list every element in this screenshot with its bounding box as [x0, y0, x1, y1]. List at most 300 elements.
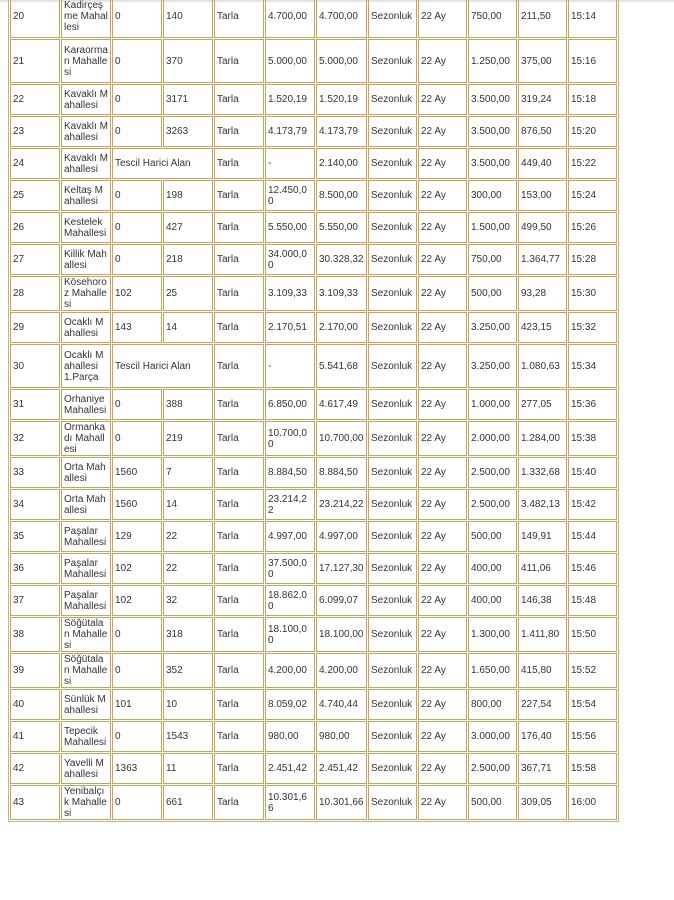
type-cell: Tarla [214, 212, 264, 243]
time-cell: 15:56 [568, 721, 617, 752]
neighbourhood-cell: Paşalar Mahallesi [61, 585, 111, 616]
table-row [10, 244, 617, 275]
type-cell: Tarla [214, 785, 264, 820]
lease-kind-cell: Sezonluk [368, 180, 417, 211]
neighbourhood-cell: Kadirçeşme Mahallesi [61, 0, 111, 38]
neighbourhood-cell: Paşalar Mahallesi [61, 553, 111, 584]
time-cell: 15:22 [568, 148, 617, 179]
block-cell: 101 [112, 689, 162, 720]
deposit-cell: 153,00 [518, 180, 567, 211]
type-cell: Tarla [214, 148, 264, 179]
deposit-cell: 277,05 [518, 389, 567, 420]
deposit-cell: 367,71 [518, 753, 567, 784]
block-cell: 0 [112, 212, 162, 243]
neighbourhood-cell: Tepecik Mahallesi [61, 721, 111, 752]
time-cell: 15:14 [568, 0, 617, 38]
row-number-cell: 28 [10, 276, 60, 311]
parcel-cell: 3171 [163, 84, 213, 115]
rented-area-cell: 2.451,42 [316, 753, 367, 784]
deposit-cell: 449,40 [518, 148, 567, 179]
time-cell: 15:16 [568, 39, 617, 83]
neighbourhood-cell: Kavaklı Mahallesi [61, 148, 111, 179]
type-cell: Tarla [214, 653, 264, 688]
duration-cell: 22 Ay [418, 148, 467, 179]
area-cell: 23.214,22 [265, 489, 315, 520]
estimated-price-cell: 500,00 [468, 276, 517, 311]
block-cell: 0 [112, 116, 162, 147]
duration-cell: 22 Ay [418, 212, 467, 243]
table-row [10, 39, 617, 83]
parcel-cell: 218 [163, 244, 213, 275]
rented-area-cell: 5.541,68 [316, 344, 367, 388]
parcel-cell: 7 [163, 457, 213, 488]
neighbourhood-cell: Ocaklı Mahallesi [61, 312, 111, 343]
lease-kind-cell: Sezonluk [368, 212, 417, 243]
rented-area-cell: 6.099,07 [316, 585, 367, 616]
row-number-cell: 36 [10, 553, 60, 584]
deposit-cell: 1.080,63 [518, 344, 567, 388]
block-cell: 0 [112, 389, 162, 420]
duration-cell: 22 Ay [418, 389, 467, 420]
block-cell: 102 [112, 553, 162, 584]
area-cell: 4.700,00 [265, 0, 315, 38]
neighbourhood-cell: Söğütalan Mahallesi [61, 653, 111, 688]
lease-kind-cell: Sezonluk [368, 312, 417, 343]
row-number-cell: 38 [10, 617, 60, 652]
type-cell: Tarla [214, 689, 264, 720]
parcel-cell: 661 [163, 785, 213, 820]
estimated-price-cell: 3.250,00 [468, 344, 517, 388]
deposit-cell: 176,40 [518, 721, 567, 752]
block-cell: 0 [112, 84, 162, 115]
duration-cell: 22 Ay [418, 312, 467, 343]
deposit-cell: 876,50 [518, 116, 567, 147]
neighbourhood-cell: Yenibalçık Mahallesi [61, 785, 111, 820]
deposit-cell: 423,15 [518, 312, 567, 343]
time-cell: 15:58 [568, 753, 617, 784]
duration-cell: 22 Ay [418, 344, 467, 388]
neighbourhood-cell: Karaorman Mahallesi [61, 39, 111, 83]
time-cell: 15:32 [568, 312, 617, 343]
estimated-price-cell: 1.500,00 [468, 212, 517, 243]
estimated-price-cell: 2.000,00 [468, 421, 517, 456]
row-number-cell: 34 [10, 489, 60, 520]
deposit-cell: 415,80 [518, 653, 567, 688]
estimated-price-cell: 2.500,00 [468, 489, 517, 520]
rented-area-cell: 4.200,00 [316, 653, 367, 688]
area-cell: 3.109,33 [265, 276, 315, 311]
type-cell: Tarla [214, 0, 264, 38]
rented-area-cell: 1.520,19 [316, 84, 367, 115]
table-row [10, 276, 617, 311]
estimated-price-cell: 500,00 [468, 521, 517, 552]
type-cell: Tarla [214, 244, 264, 275]
row-number-cell: 25 [10, 180, 60, 211]
type-cell: Tarla [214, 753, 264, 784]
block-cell: 0 [112, 421, 162, 456]
time-cell: 15:48 [568, 585, 617, 616]
area-cell: 10.700,00 [265, 421, 315, 456]
table-row [10, 585, 617, 616]
table-row [10, 689, 617, 720]
neighbourhood-cell: Kavaklı Mahallesi [61, 84, 111, 115]
row-number-cell: 41 [10, 721, 60, 752]
time-cell: 15:52 [568, 653, 617, 688]
area-cell: 18.100,00 [265, 617, 315, 652]
duration-cell: 22 Ay [418, 553, 467, 584]
table-row [10, 180, 617, 211]
deposit-cell: 319,24 [518, 84, 567, 115]
duration-cell: 22 Ay [418, 84, 467, 115]
area-cell: 10.301,66 [265, 785, 315, 820]
rented-area-cell: 5.000,00 [316, 39, 367, 83]
estimated-price-cell: 3.000,00 [468, 721, 517, 752]
table-row [10, 457, 617, 488]
duration-cell: 22 Ay [418, 276, 467, 311]
rented-area-cell: 8.884,50 [316, 457, 367, 488]
rented-area-cell: 2.170,00 [316, 312, 367, 343]
area-cell: 6.850,00 [265, 389, 315, 420]
duration-cell: 22 Ay [418, 653, 467, 688]
row-number-cell: 26 [10, 212, 60, 243]
estimated-price-cell: 1.300,00 [468, 617, 517, 652]
lease-kind-cell: Sezonluk [368, 389, 417, 420]
row-number-cell: 24 [10, 148, 60, 179]
lease-kind-cell: Sezonluk [368, 721, 417, 752]
lease-kind-cell: Sezonluk [368, 244, 417, 275]
table-row [10, 521, 617, 552]
estimated-price-cell: 750,00 [468, 0, 517, 38]
duration-cell: 22 Ay [418, 785, 467, 820]
type-cell: Tarla [214, 84, 264, 115]
block-cell: 1560 [112, 457, 162, 488]
estimated-price-cell: 400,00 [468, 585, 517, 616]
type-cell: Tarla [214, 553, 264, 584]
lease-kind-cell: Sezonluk [368, 617, 417, 652]
block-cell: 0 [112, 39, 162, 83]
parcel-cell: 22 [163, 553, 213, 584]
rented-area-cell: 17.127,30 [316, 553, 367, 584]
time-cell: 15:24 [568, 180, 617, 211]
parcel-cell: 370 [163, 39, 213, 83]
table-body [10, 0, 617, 820]
type-cell: Tarla [214, 116, 264, 147]
lease-kind-cell: Sezonluk [368, 421, 417, 456]
table-row [10, 753, 617, 784]
time-cell: 16:00 [568, 785, 617, 820]
rented-area-cell: 8.500,00 [316, 180, 367, 211]
lease-kind-cell: Sezonluk [368, 689, 417, 720]
rented-area-cell: 4.173,79 [316, 116, 367, 147]
block-cell: 1363 [112, 753, 162, 784]
block-cell: 129 [112, 521, 162, 552]
area-cell: - [265, 148, 315, 179]
estimated-price-cell: 1.000,00 [468, 389, 517, 420]
rented-area-cell: 4.617,49 [316, 389, 367, 420]
neighbourhood-cell: Söğütalan Mahallesi [61, 617, 111, 652]
registration-note-cell: Tescil Harici Alan [112, 344, 213, 388]
area-cell: 4.173,79 [265, 116, 315, 147]
area-cell: 5.000,00 [265, 39, 315, 83]
deposit-cell: 1.411,80 [518, 617, 567, 652]
lease-kind-cell: Sezonluk [368, 521, 417, 552]
estimated-price-cell: 300,00 [468, 180, 517, 211]
area-cell: 8.059,02 [265, 689, 315, 720]
deposit-cell: 93,28 [518, 276, 567, 311]
row-number-cell: 21 [10, 39, 60, 83]
estimated-price-cell: 3.500,00 [468, 84, 517, 115]
time-cell: 15:18 [568, 84, 617, 115]
neighbourhood-cell: Ocaklı Mahallesi 1.Parça [61, 344, 111, 388]
type-cell: Tarla [214, 344, 264, 388]
deposit-cell: 1.284,00 [518, 421, 567, 456]
neighbourhood-cell: Paşalar Mahallesi [61, 521, 111, 552]
block-cell: 0 [112, 0, 162, 38]
type-cell: Tarla [214, 39, 264, 83]
block-cell: 0 [112, 180, 162, 211]
type-cell: Tarla [214, 489, 264, 520]
lease-kind-cell: Sezonluk [368, 39, 417, 83]
area-cell: 4.200,00 [265, 653, 315, 688]
lease-kind-cell: Sezonluk [368, 585, 417, 616]
time-cell: 15:30 [568, 276, 617, 311]
area-cell: 34.000,00 [265, 244, 315, 275]
neighbourhood-cell: Kösehoroz Mahallesi [61, 276, 111, 311]
type-cell: Tarla [214, 585, 264, 616]
neighbourhood-cell: Ormankadı Mahallesi [61, 421, 111, 456]
table-row [10, 148, 617, 179]
lease-kind-cell: Sezonluk [368, 84, 417, 115]
lease-kind-cell: Sezonluk [368, 457, 417, 488]
area-cell: 1.520,19 [265, 84, 315, 115]
lease-kind-cell: Sezonluk [368, 785, 417, 820]
type-cell: Tarla [214, 421, 264, 456]
time-cell: 15:44 [568, 521, 617, 552]
deposit-cell: 149,91 [518, 521, 567, 552]
neighbourhood-cell: Yavelli Mahallesi [61, 753, 111, 784]
parcel-cell: 427 [163, 212, 213, 243]
lease-kind-cell: Sezonluk [368, 653, 417, 688]
registration-note-cell: Tescil Harici Alan [112, 148, 213, 179]
parcel-cell: 198 [163, 180, 213, 211]
neighbourhood-cell: Keltaş Mahallesi [61, 180, 111, 211]
area-cell: 18.862,00 [265, 585, 315, 616]
lease-kind-cell: Sezonluk [368, 489, 417, 520]
lease-kind-cell: Sezonluk [368, 148, 417, 179]
deposit-cell: 146,38 [518, 585, 567, 616]
duration-cell: 22 Ay [418, 689, 467, 720]
area-cell: 8.884,50 [265, 457, 315, 488]
parcel-cell: 388 [163, 389, 213, 420]
type-cell: Tarla [214, 457, 264, 488]
block-cell: 0 [112, 653, 162, 688]
rented-area-cell: 10.700,00 [316, 421, 367, 456]
lease-kind-cell: Sezonluk [368, 276, 417, 311]
table-row [10, 312, 617, 343]
duration-cell: 22 Ay [418, 617, 467, 652]
rented-area-cell: 4.740,44 [316, 689, 367, 720]
block-cell: 1560 [112, 489, 162, 520]
estimated-price-cell: 2.500,00 [468, 457, 517, 488]
row-number-cell: 40 [10, 689, 60, 720]
time-cell: 15:28 [568, 244, 617, 275]
time-cell: 15:26 [568, 212, 617, 243]
deposit-cell: 211,50 [518, 0, 567, 38]
parcel-cell: 1543 [163, 721, 213, 752]
estimated-price-cell: 1.250,00 [468, 39, 517, 83]
rented-area-cell: 4.700,00 [316, 0, 367, 38]
duration-cell: 22 Ay [418, 116, 467, 147]
table-row [10, 721, 617, 752]
type-cell: Tarla [214, 389, 264, 420]
deposit-cell: 3.482,13 [518, 489, 567, 520]
estimated-price-cell: 3.500,00 [468, 148, 517, 179]
rented-area-cell: 5.550,00 [316, 212, 367, 243]
estimated-price-cell: 3.250,00 [468, 312, 517, 343]
area-cell: 2.451,42 [265, 753, 315, 784]
row-number-cell: 39 [10, 653, 60, 688]
table-row [10, 653, 617, 688]
deposit-cell: 309,05 [518, 785, 567, 820]
block-cell: 0 [112, 617, 162, 652]
table-row [10, 212, 617, 243]
area-cell: 37.500,00 [265, 553, 315, 584]
block-cell: 102 [112, 276, 162, 311]
lease-kind-cell: Sezonluk [368, 0, 417, 38]
row-number-cell: 30 [10, 344, 60, 388]
time-cell: 15:36 [568, 389, 617, 420]
area-cell: 5.550,00 [265, 212, 315, 243]
lease-kind-cell: Sezonluk [368, 753, 417, 784]
estimated-price-cell: 750,00 [468, 244, 517, 275]
table-row [10, 344, 617, 388]
duration-cell: 22 Ay [418, 457, 467, 488]
row-number-cell: 43 [10, 785, 60, 820]
neighbourhood-cell: Orhaniye Mahallesi [61, 389, 111, 420]
table-row [10, 617, 617, 652]
rented-area-cell: 23.214,22 [316, 489, 367, 520]
type-cell: Tarla [214, 312, 264, 343]
estimated-price-cell: 400,00 [468, 553, 517, 584]
time-cell: 15:34 [568, 344, 617, 388]
rented-area-cell: 980,00 [316, 721, 367, 752]
parcel-cell: 14 [163, 489, 213, 520]
block-cell: 0 [112, 244, 162, 275]
row-number-cell: 22 [10, 84, 60, 115]
time-cell: 15:40 [568, 457, 617, 488]
block-cell: 143 [112, 312, 162, 343]
parcel-cell: 352 [163, 653, 213, 688]
time-cell: 15:54 [568, 689, 617, 720]
time-cell: 15:42 [568, 489, 617, 520]
neighbourhood-cell: Orta Mahallesi [61, 489, 111, 520]
deposit-cell: 227,54 [518, 689, 567, 720]
estimated-price-cell: 1.650,00 [468, 653, 517, 688]
duration-cell: 22 Ay [418, 489, 467, 520]
block-cell: 0 [112, 721, 162, 752]
row-number-cell: 35 [10, 521, 60, 552]
table-row [10, 84, 617, 115]
row-number-cell: 32 [10, 421, 60, 456]
block-cell: 102 [112, 585, 162, 616]
parcel-cell: 32 [163, 585, 213, 616]
time-cell: 15:50 [568, 617, 617, 652]
deposit-cell: 375,00 [518, 39, 567, 83]
duration-cell: 22 Ay [418, 585, 467, 616]
neighbourhood-cell: Sünlük Mahallesi [61, 689, 111, 720]
row-number-cell: 23 [10, 116, 60, 147]
parcel-cell: 140 [163, 0, 213, 38]
row-number-cell: 33 [10, 457, 60, 488]
parcel-cell: 3263 [163, 116, 213, 147]
area-cell: 4.997,00 [265, 521, 315, 552]
rented-area-cell: 18.100,00 [316, 617, 367, 652]
table-row [10, 553, 617, 584]
parcel-cell: 318 [163, 617, 213, 652]
deposit-cell: 499,50 [518, 212, 567, 243]
rented-area-cell: 2.140,00 [316, 148, 367, 179]
duration-cell: 22 Ay [418, 244, 467, 275]
parcel-cell: 22 [163, 521, 213, 552]
row-number-cell: 42 [10, 753, 60, 784]
area-cell: 2.170,51 [265, 312, 315, 343]
rented-area-cell: 10.301,66 [316, 785, 367, 820]
lease-kind-cell: Sezonluk [368, 553, 417, 584]
deposit-cell: 411,06 [518, 553, 567, 584]
type-cell: Tarla [214, 721, 264, 752]
type-cell: Tarla [214, 521, 264, 552]
neighbourhood-cell: Orta Mahallesi [61, 457, 111, 488]
row-number-cell: 31 [10, 389, 60, 420]
row-number-cell: 29 [10, 312, 60, 343]
deposit-cell: 1.364,77 [518, 244, 567, 275]
row-number-cell: 37 [10, 585, 60, 616]
time-cell: 15:38 [568, 421, 617, 456]
table-row [10, 0, 617, 38]
neighbourhood-cell: Kestelek Mahallesi [61, 212, 111, 243]
rented-area-cell: 30.328,32 [316, 244, 367, 275]
time-cell: 15:20 [568, 116, 617, 147]
lease-kind-cell: Sezonluk [368, 116, 417, 147]
duration-cell: 22 Ay [418, 753, 467, 784]
neighbourhood-cell: Killik Mahallesi [61, 244, 111, 275]
parcel-cell: 219 [163, 421, 213, 456]
area-cell: - [265, 344, 315, 388]
table-row [10, 116, 617, 147]
duration-cell: 22 Ay [418, 0, 467, 38]
type-cell: Tarla [214, 180, 264, 211]
duration-cell: 22 Ay [418, 421, 467, 456]
area-cell: 12.450,00 [265, 180, 315, 211]
table-row [10, 421, 617, 456]
neighbourhood-cell: Kavaklı Mahallesi [61, 116, 111, 147]
time-cell: 15:46 [568, 553, 617, 584]
type-cell: Tarla [214, 276, 264, 311]
duration-cell: 22 Ay [418, 721, 467, 752]
table-row [10, 785, 617, 820]
duration-cell: 22 Ay [418, 39, 467, 83]
estimated-price-cell: 800,00 [468, 689, 517, 720]
row-number-cell: 20 [10, 0, 60, 38]
rented-area-cell: 3.109,33 [316, 276, 367, 311]
parcel-cell: 10 [163, 689, 213, 720]
table-row [10, 489, 617, 520]
deposit-cell: 1.332,68 [518, 457, 567, 488]
parcel-cell: 14 [163, 312, 213, 343]
estimated-price-cell: 500,00 [468, 785, 517, 820]
duration-cell: 22 Ay [418, 180, 467, 211]
parcel-cell: 25 [163, 276, 213, 311]
